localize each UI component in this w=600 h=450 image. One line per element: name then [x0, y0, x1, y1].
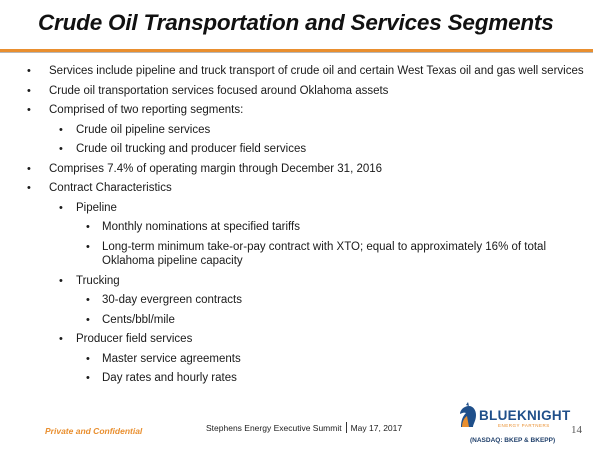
bullet-dot: • — [27, 104, 31, 116]
bullet-text: Contract Characteristics — [49, 182, 172, 194]
footer-separator — [346, 422, 347, 433]
page-number: 14 — [571, 424, 582, 436]
bullet-dot: • — [86, 313, 90, 326]
bullet-dot: • — [27, 84, 31, 97]
bullet-item — [0, 220, 600, 235]
bullet-text: Master service agreements — [102, 352, 241, 365]
bullet-item — [0, 313, 600, 328]
bullet-text: Crude oil trucking and producer field services — [76, 143, 307, 155]
bullet-text: Cents/bbl/mile — [102, 313, 175, 326]
bullet-item — [0, 352, 600, 367]
bullet-dot: • — [59, 143, 63, 155]
bullet-item — [0, 181, 600, 196]
bullet-text: Monthly nominations at specified tariffs — [102, 221, 300, 233]
bullet-item — [0, 332, 600, 347]
bullet-dot: • — [86, 372, 90, 384]
knight-logo-icon — [456, 402, 478, 428]
bullet-text: 30-day evergreen contracts — [102, 294, 242, 306]
bullet-item — [0, 103, 600, 118]
bullet-item — [0, 84, 600, 99]
bullet-text: Crude oil pipeline services — [76, 123, 211, 136]
bullet-item — [0, 274, 600, 289]
bullet-item — [0, 240, 600, 269]
bullet-dot: • — [27, 182, 31, 194]
bullet-list — [0, 64, 600, 391]
bullet-item — [0, 201, 600, 216]
bullet-text: Long-term minimum take-or-pay contract with XTO; equal to approximately 16% of total Oklahoma pipeline capacity — [102, 240, 547, 267]
bullet-dot: • — [27, 162, 31, 175]
event-name: Stephens Energy Executive Summit — [206, 423, 342, 433]
bullet-item — [0, 142, 600, 157]
bullet-dot: • — [59, 274, 63, 287]
bullet-text: Comprised of two reporting segments: — [49, 104, 244, 116]
bullet-text: Trucking — [76, 274, 120, 287]
bullet-dot: • — [59, 333, 63, 345]
bullet-dot: • — [59, 123, 63, 136]
bullet-dot: • — [86, 221, 90, 233]
bullet-dot: • — [86, 294, 90, 306]
company-logo-tagline: ENERGY PARTNERS — [498, 423, 550, 428]
bullet-dot: • — [27, 65, 31, 77]
bullet-item — [0, 162, 600, 177]
bullet-dot: • — [59, 201, 63, 214]
bullet-item — [0, 293, 600, 308]
bullet-text: Services include pipeline and truck transport of crude oil and certain West Texas oil and gas well services — [49, 65, 584, 77]
bullet-text: Pipeline — [76, 201, 117, 214]
bullet-text: Comprises 7.4% of operating margin through December 31, 2016 — [49, 162, 383, 175]
bullet-dot: • — [86, 352, 90, 365]
bullet-item — [0, 371, 600, 386]
bullet-text: Producer field services — [76, 333, 193, 345]
event-date: May 17, 2017 — [350, 423, 403, 433]
bullet-item — [0, 64, 600, 79]
confidential-label: Private and Confidential — [45, 426, 143, 436]
company-logo-name: BLUEKNIGHT — [479, 408, 571, 423]
bullet-dot: • — [86, 240, 90, 253]
bullet-item — [0, 123, 600, 138]
footer-event-info — [206, 422, 402, 433]
bullet-text: Crude oil transportation services focused around Oklahoma assets — [49, 84, 389, 97]
slide-title: Crude Oil Transportation and Services Segments — [38, 10, 554, 35]
stock-ticker: (NASDAQ: BKEP & BKEPP) — [470, 437, 556, 444]
title-divider-gray — [0, 52, 593, 53]
bullet-text: Day rates and hourly rates — [102, 372, 237, 384]
